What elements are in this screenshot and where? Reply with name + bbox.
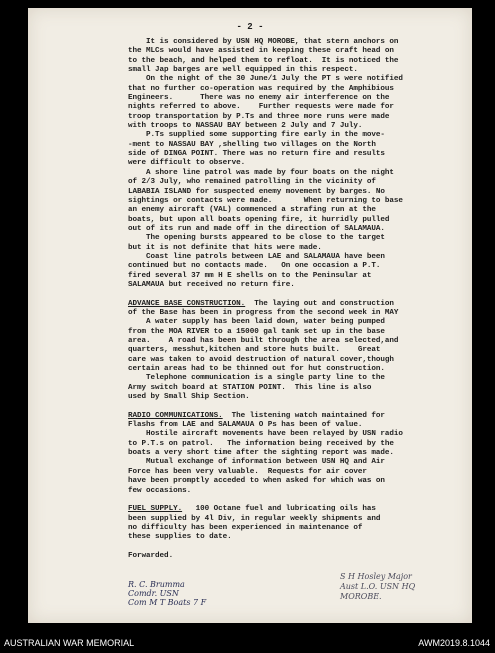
text-line: troop transportation by P.Ts and three more runs were made <box>128 112 390 121</box>
text-line <box>128 505 472 514</box>
text-line: Coast line patrols between LAE and SALAMAUA have been <box>128 252 385 261</box>
text-line: Engineers. There was no enemy air interference on the <box>128 94 390 103</box>
text-line: -ment to NASSAU BAY ,shelling two villages on the North <box>128 140 376 149</box>
page-number: - 2 - <box>236 22 264 32</box>
text-line <box>128 496 472 505</box>
text-line: no difficulty has been experienced in maintenance of <box>128 523 363 532</box>
section-heading: FUEL SUPPLY. <box>128 505 183 514</box>
text-line: to P.T.s on patrol. The information being received by the <box>128 439 394 448</box>
text-line: A water supply has been laid down, water being pumped <box>128 318 385 327</box>
text-line: certain areas had to be thinned out for hut construction. <box>128 365 385 374</box>
text-line: from the MOA RIVER to a 15000 gal tank set up in the base <box>128 327 385 336</box>
text-line: care was taken to avoid destruction of natural cover,though <box>128 355 394 364</box>
text-run: The laying out and construction <box>245 299 394 308</box>
signature-line: S H Hosley Major <box>340 572 412 581</box>
text-line: continued but no contacts made. On one occasion a P.T. <box>128 262 381 271</box>
text-line: were difficult to observe. <box>128 159 246 168</box>
text-line: SALAMAUA but received no return fire. <box>128 280 295 289</box>
signature-line: Aust L.O. USN HQ <box>340 582 416 591</box>
accession-number: AWM2019.8.1044 <box>418 638 490 648</box>
signature-line: Com M T Boats 7 F <box>128 598 207 607</box>
text-line: A shore line patrol was made by four boats on the night <box>128 168 394 177</box>
section-heading: RADIO COMMUNICATIONS. <box>128 411 223 420</box>
text-line: out of its run and made off in the direction of SALAMAUA. <box>128 224 385 233</box>
text-line: fired several 37 mm H E shells on to the Peninsular at <box>128 271 372 280</box>
caption-bar <box>0 633 495 653</box>
text-line: Flashs from LAE and SALAMAUA O Ps has been of value. <box>128 421 363 430</box>
text-line: Forwarded. <box>128 551 174 560</box>
text-line: sightings or contacts were made. When returning to base <box>128 196 403 205</box>
text-line: been supplied by 4l Div, in regular weekly shipments and <box>128 514 381 523</box>
text-line: Hostile aircraft movements have been relayed by USN radio <box>128 430 403 439</box>
text-line: have been promptly acceded to when asked for which was on <box>128 477 385 486</box>
text-line: an enemy aircraft (VAL) commenced a strafing run at the <box>128 206 376 215</box>
document-page <box>28 8 472 623</box>
text-line <box>128 543 472 552</box>
text-line <box>128 402 472 411</box>
text-line: of the Base has been in progress from the second week in MAY <box>128 308 399 317</box>
text-line: used by Small Ship Section. <box>128 393 250 402</box>
institution-credit: AUSTRALIAN WAR MEMORIAL <box>4 638 135 648</box>
text-line: these supplies to date. <box>128 533 232 542</box>
text-line: The opening bursts appeared to be close to the target <box>128 234 385 243</box>
text-line: quarters, messhut,kitchen and store huts built. Great <box>128 346 381 355</box>
text-line: with troops to NASSAU BAY between 2 July and 7 July. <box>128 122 363 131</box>
text-line <box>128 412 472 421</box>
text-line: the MLCs would have assisted in keeping these craft head on <box>128 47 394 56</box>
text-line <box>128 300 472 309</box>
text-run: The listening watch maintained for <box>222 411 385 420</box>
signature-forwarded-by <box>128 580 206 607</box>
text-line: but it is not definite that hits were made. <box>128 243 322 252</box>
text-line: to the beach, and helped them to refloat. It is noticed the <box>128 56 399 65</box>
section-heading: ADVANCE BASE CONSTRUCTION. <box>128 299 246 308</box>
signature-liaison-officer <box>340 572 415 602</box>
text-line: nights referred to above. Further requests were made for <box>128 103 394 112</box>
signature-line: Comdr. USN <box>128 589 179 598</box>
text-line <box>128 290 472 299</box>
text-line: Army switch board at STATION POINT. This line is also <box>128 383 372 392</box>
document-body <box>128 38 472 561</box>
text-run: 100 Octane fuel and lubricating oils has <box>182 505 376 514</box>
text-line: side of DINGA POINT. There was no return fire and results <box>128 150 385 159</box>
text-line: Mutual exchange of information between USN HQ and Air <box>128 458 385 467</box>
text-line: that no further co-operation was required by the Amphibious <box>128 84 394 93</box>
signature-line: R. C. Brumma <box>128 580 185 589</box>
text-line: Telephone communication is a single party line to the <box>128 374 385 383</box>
text-line: Force has been very valuable. Requests for air cover <box>128 467 367 476</box>
text-line: boats a very short time after the sighting report was made. <box>128 449 394 458</box>
text-line: boats, but upon all boats opening fire, it hurridly pulled <box>128 215 390 224</box>
text-line: LABABIA ISLAND for suspected enemy movement by barges. No <box>128 187 385 196</box>
text-line: few occasions. <box>128 486 192 495</box>
signature-line: MOROBE. <box>340 592 382 601</box>
text-line: It is considered by USN HQ MOROBE, that stern anchors on <box>128 38 399 46</box>
text-line: area. A road has been built through the area selected,and <box>128 337 399 345</box>
text-line: P.Ts supplied some supporting fire early in the move- <box>128 131 385 140</box>
text-line: of 2/3 July, who remained patrolling in the vicinity of <box>128 178 376 187</box>
text-line: small Jap barges are well equipped in this respect. <box>128 66 358 75</box>
text-line: On the night of the 30 June/1 July the PT s were notified <box>128 75 403 84</box>
